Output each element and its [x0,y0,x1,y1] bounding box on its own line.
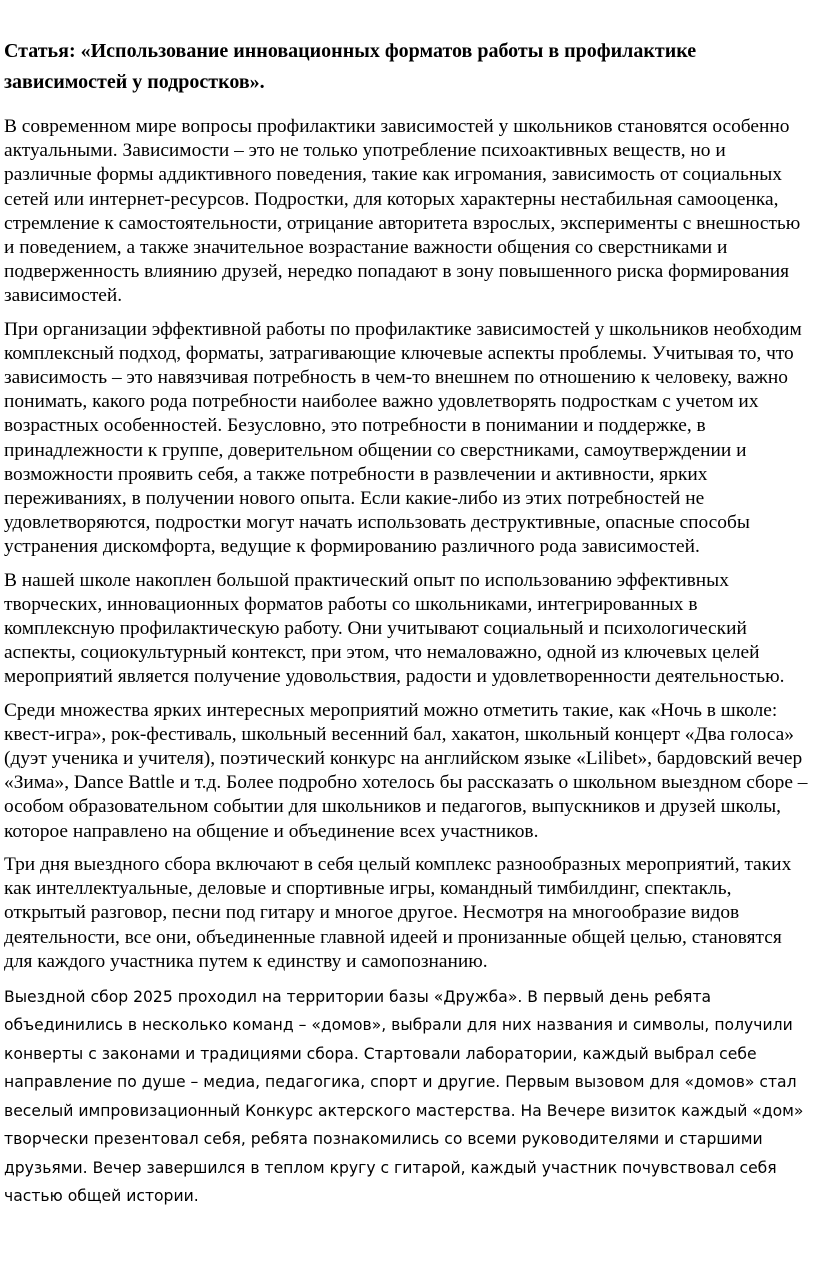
article-title: Статья: «Использование инновационных форматов работы в профилактике зависимостей у подростков». [4,40,697,93]
paragraph-camp-2025: Выездной сбор 2025 проходил на территории базы «Дружба». В первый день ребята объединились в несколько команд – «домов», выбрали для них названия и символы, получили конверты с законами и традициями сбора. Стартовали лаборатории, каждый выбрал себе направление по душе – медиа, педагогика, спорт и другие. Первым вызовом для «домов» стал веселый импровизационный Конкурс актерского мастерства. На Вечере визиток каждый «дом» творчески презентовал себя, ребята познакомились со всеми руководителями и старшими друзьями. Вечер завершился в теплом кругу с гитарой, каждый участник почувствовал себя частью общей истории. [4,987,804,1206]
paragraph-approach: При организации эффективной работы по профилактике зависимостей у школьников необходим комплексный подход, форматы, затрагивающие ключевые аспекты проблемы. Учитывая то, что зависимость – это навязчивая потребность в чем-то внешнем по отношению к человеку, важно понимать, какого рода потребности наиболее важно удовлетворять подросткам с учетом их возрастных особенностей. Безусловно, это потребности в понимании и поддержке, в принадлежности к группе, доверительном общении со сверстниками, самоутверждении и возможности проявить себя, а также потребности в развлечении и активности, ярких переживаниях, в получении нового опыта. Если какие-либо из этих потребностей не удовлетворяются, подростки могут начать использовать деструктивные, опасные способы устранения дискомфорта, ведущие к формированию различного рода зависимостей. [4,318,802,558]
paragraph-camp: Три дня выездного сбора включают в себя целый комплекс разнообразных мероприятий, таких как интеллектуальные, деловые и спортивные игры, командный тимбилдинг, спектакль, открытый разговор, песни под гитару и многое другое. Несмотря на многообразие видов деятельности, все они, объединенные главной идеей и пронизанные общей целью, становятся для каждого участника путем к единству и самопознанию. [4,853,792,972]
paragraph-intro: В современном мире вопросы профилактики зависимостей у школьников становятся особенно актуальными. Зависимости – это не только употребление психоактивных веществ, но и различные формы аддиктивного поведения, такие как игромания, зависимость от социальных сетей или интернет-ресурсов. Подростки, для которых характерны нестабильная самооценка, стремление к самостоятельности, отрицание авторитета взрослых, эксперименты с внешностью и поведением, а также значительное возрастание важности общения со сверстниками и подверженность влиянию друзей, нередко попадают в зону повышенного риска формирования зависимостей. [4,116,801,307]
paragraph-events: Среди множества ярких интересных мероприятий можно отметить такие, как «Ночь в школе: квест-игра», рок-фестиваль, школьный весенний бал, хакатон, школьный концерт «Два голоса» (дуэт ученика и учителя), поэтический конкурс на английском языке «Lilibet», бардовский вечер «Зима», Dance Battle и т.д. Более подробно хотелось бы рассказать о школьном выездном сборе – особом образовательном событии для школьников и педагогов, выпускников и друзей школы, которое направлено на общение и объединение всех участников. [4,699,808,842]
paragraph-school-experience: В нашей школе накоплен большой практический опыт по использованию эффективных творческих, инновационных форматов работы со школьниками, интегрированных в комплексную профилактическую работу. Они учитывают социальный и психологический аспекты, социокультурный контекст, при этом, что немаловажно, одной из ключевых целей мероприятий является получение удовольствия, радости и удовлетворенности деятельностью. [4,569,785,688]
